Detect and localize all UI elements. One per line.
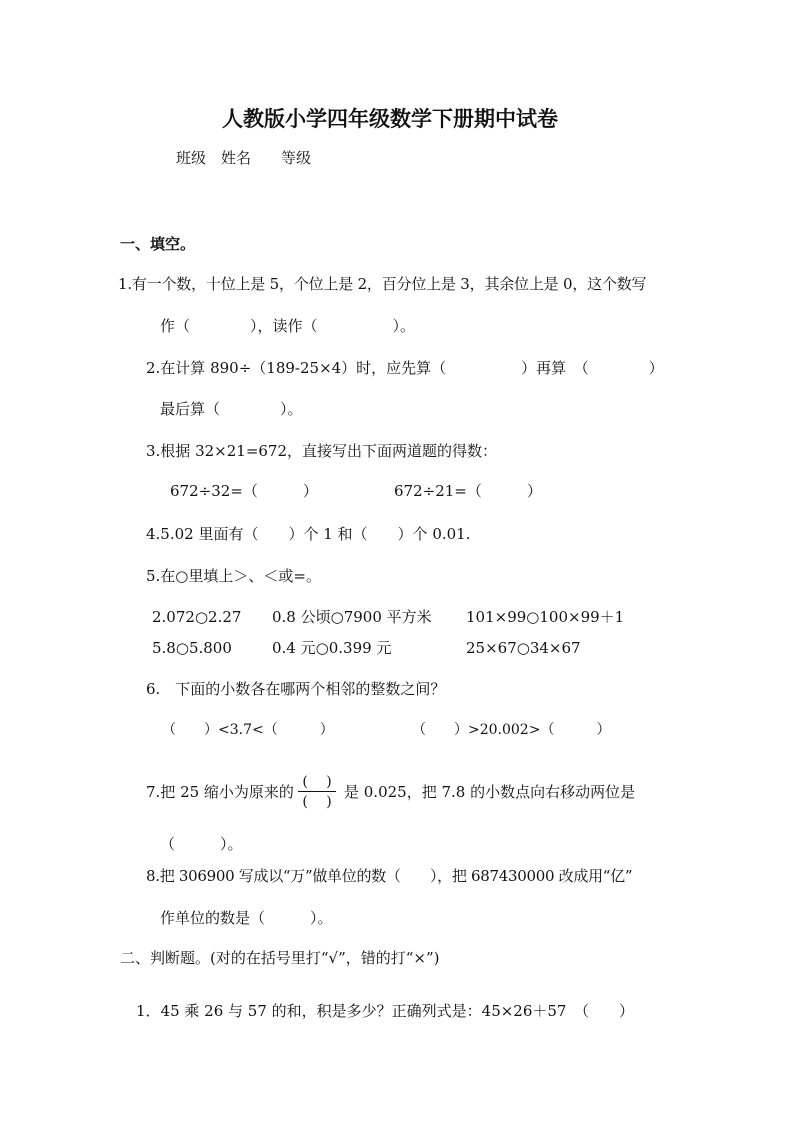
fraction-denominator: ( )	[302, 794, 332, 810]
question-8-line-1: 8.把 306900 写成以“万”做单位的数（ ），把 687430000 改成用“亿”	[146, 867, 633, 885]
question-6-part-b: （ ）>20.002>（ ）	[412, 722, 611, 738]
question-5-item-3: 101×99○100×99＋1	[466, 608, 625, 626]
question-4: 4.5.02 里面有（ ）个 1 和（ ）个 0.01.	[146, 525, 471, 543]
question-8-line-2: 作单位的数是（ ）。	[160, 909, 333, 927]
question-7-suffix: 是 0.025，把 7.8 的小数点向右移动两位是	[344, 783, 636, 801]
section-2-heading: 二、判断题。(对的在括号里打“√”，错的打“×”)	[120, 949, 440, 967]
question-5-item-4: 5.8○5.800	[152, 639, 232, 657]
question-5-item-2: 0.8 公顷○7900 平方米	[272, 608, 432, 626]
question-5-item-5: 0.4 元○0.399 元	[272, 639, 392, 657]
question-2-line-1: 2.在计算 890÷（189-25×4）时，应先算（ ）再算 （ ）	[146, 359, 664, 377]
question-6-part-a: （ ）<3.7<（ ）	[162, 722, 334, 738]
question-3: 3.根据 32×21=672，直接写出下面两道题的得数：	[146, 442, 498, 460]
student-info-line: 班级 姓名 等级	[176, 149, 312, 167]
fraction-bar	[298, 791, 336, 792]
question-1-line-2: 作（ ），读作（ ）。	[160, 317, 416, 335]
question-5: 5.在○里填上＞、＜或=。	[146, 567, 321, 585]
judgement-question-1: 1．45 乘 26 与 57 的和，积是多少？正确列式是：45×26＋57 （ ）	[136, 1002, 634, 1020]
question-7-prefix: 7.把 25 缩小为原来的	[146, 783, 294, 801]
question-3-part-b: 672÷21=（ ）	[394, 482, 542, 500]
question-2-line-2: 最后算（ ）。	[160, 400, 303, 418]
question-5-item-6: 25×67○34×67	[466, 639, 581, 657]
question-3-part-a: 672÷32=（ ）	[170, 482, 318, 500]
question-7-fraction	[298, 774, 336, 810]
question-7-line-2: （ ）。	[160, 835, 243, 853]
section-1-heading: 一、填空。	[120, 235, 196, 253]
fraction-numerator: ( )	[302, 774, 332, 790]
question-6: 6. 下面的小数各在哪两个相邻的整数之间？	[146, 680, 446, 698]
page-title: 人教版小学四年级数学下册期中试卷	[222, 106, 558, 131]
question-5-item-1: 2.072○2.27	[152, 608, 242, 626]
question-1-line-1: 1.有一个数，十位上是 5，个位上是 2，百分位上是 3，其余位上是 0，这个数写	[118, 275, 647, 293]
